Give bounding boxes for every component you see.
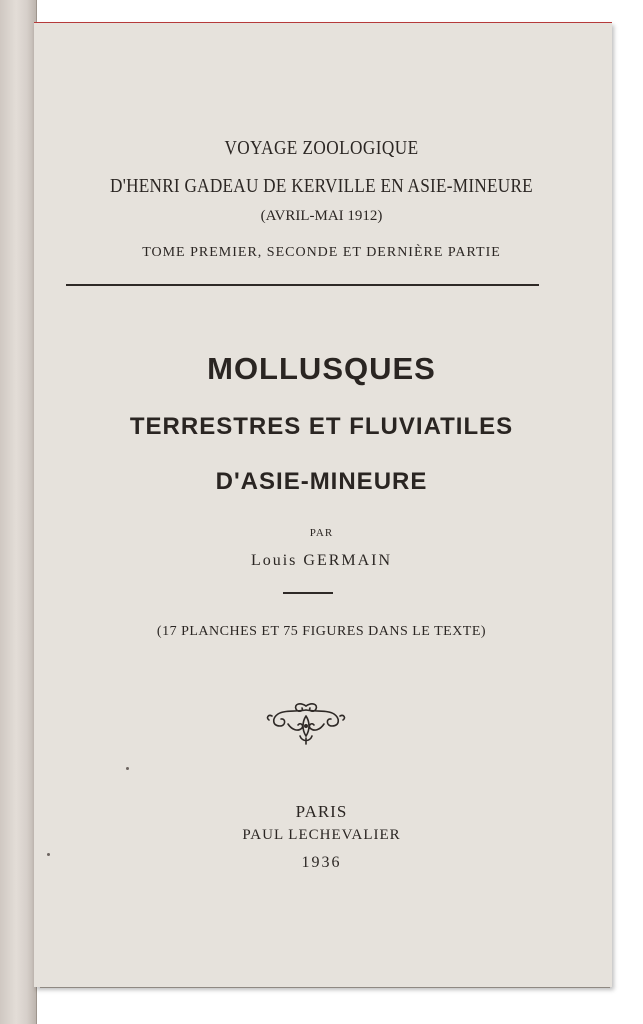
short-rule <box>283 592 333 594</box>
book-subtitle-2: D'ASIE-MINEURE <box>215 468 428 495</box>
paper-speck <box>47 853 50 856</box>
series-volume: TOME PREMIER, SECONDE ET DERNIÈRE PARTIE <box>142 245 501 260</box>
imprint-publisher: PAUL LECHEVALIER <box>242 827 401 843</box>
series-dates: (AVRIL-MAI 1912) <box>260 208 383 224</box>
series-subtitle: D'HENRI GADEAU DE KERVILLE EN ASIE-MINEURE <box>110 175 533 197</box>
book-subtitle-1: TERRESTRES ET FLUVIATILES <box>129 413 514 440</box>
paper-speck <box>126 767 129 770</box>
by-label: PAR <box>309 527 334 539</box>
imprint-city: PARIS <box>295 802 348 821</box>
imprint-year: 1936 <box>301 854 342 871</box>
book-title: MOLLUSQUES <box>207 351 436 386</box>
author-name: Louis GERMAIN <box>250 552 393 569</box>
series-title: VOYAGE ZOOLOGIQUE <box>224 137 419 159</box>
horizontal-rule <box>66 284 539 286</box>
plates-note: (17 PLANCHES ET 75 FIGURES DANS LE TEXTE) <box>156 624 487 639</box>
fleuron-ornament-icon <box>264 700 348 746</box>
